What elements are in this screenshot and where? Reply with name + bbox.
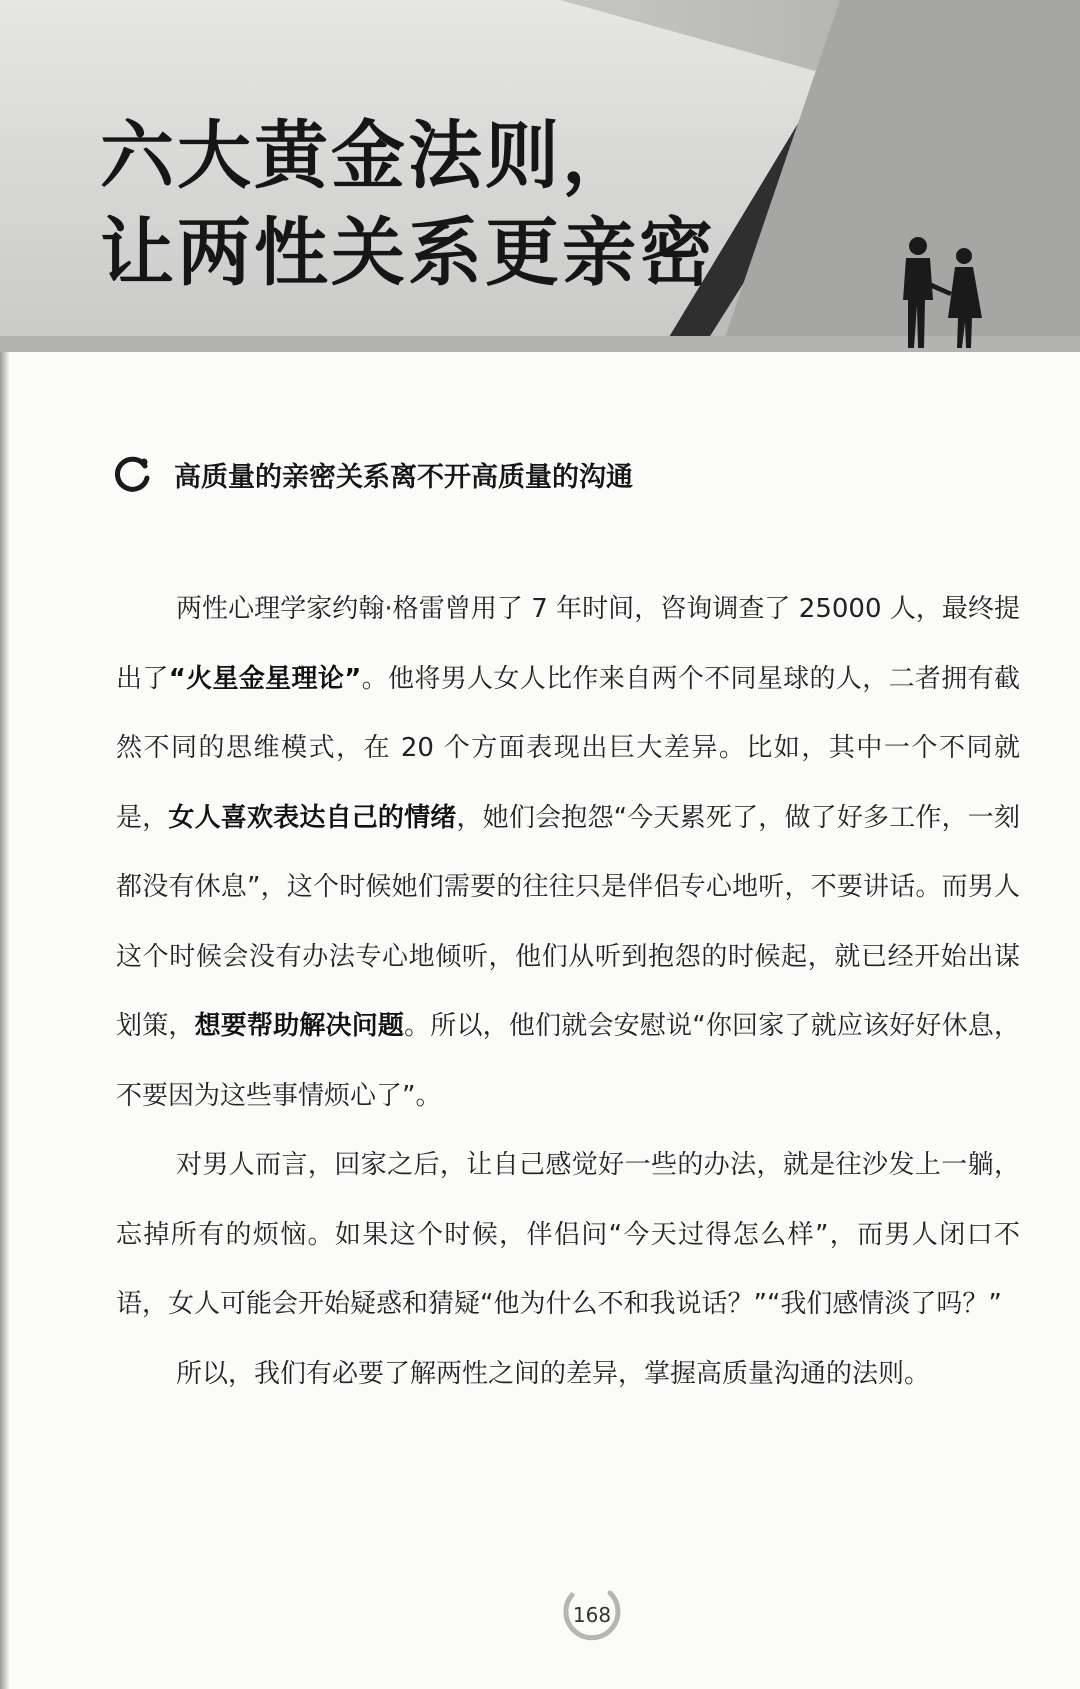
chapter-title-line-1: 六大黄金法则， xyxy=(100,113,639,199)
paragraph-2: 对男人而言，回家之后，让自己感觉好一些的办法，就是往沙发上一躺，忘掉所有的烦恼。如果这个时候，伴侣问“今天过得怎么样”，而男人闭口不语，女人可能会开始疑惑和猜疑“他为什么不和我说话？”“我们感情淡了吗？” xyxy=(116,1150,1020,1319)
body-text xyxy=(116,575,1020,1409)
emphasis-theory: “火星金星理论” xyxy=(168,663,362,694)
paragraph-1-text-b: 。他将男人女人比作来自两个不同星球的人，二者拥有截然不同的思维模式，在 20 个方面表现出巨大差异。比如，其中一个不同就是， xyxy=(116,663,1020,833)
section-title: 高质量的亲密关系离不开高质量的沟通 xyxy=(174,461,633,493)
paragraph-3: 所以，我们有必要了解两性之间的差异，掌握高质量沟通的法则。 xyxy=(176,1358,931,1389)
paragraph-1 xyxy=(116,575,1020,1131)
page-number-label: 168 xyxy=(572,1603,612,1627)
section-heading xyxy=(112,449,633,499)
chapter-title-line-2: 让两性关系更亲密 xyxy=(100,210,716,296)
chapter-header xyxy=(0,0,1080,352)
emphasis-women: 女人喜欢表达自己的情绪 xyxy=(168,802,457,833)
emphasis-men: 想要帮助解决问题 xyxy=(194,1011,405,1041)
paragraph-1-text-c: ，她们会抱怨“今天累死了，做了好多工作，一刻都没有休息”，这个时候她们需要的往往只是伴侣专心地听，不要讲话。而男人这个时候会没有办法专心地倾听，他们从听到抱怨的时候起，就已经开始出谋划策， xyxy=(116,802,1020,1041)
ring-icon xyxy=(112,454,152,494)
chapter-title xyxy=(100,108,716,302)
page-number xyxy=(558,1585,626,1645)
paragraph-1-text-a: 两性心理学家约翰·格雷曾用了 7 年时间，咨询调查了 25000 人，最终提出了 xyxy=(116,594,1020,694)
paragraph-1-text-d: 。所以，他们就会安慰说“你回家了就应该好好休息，不要因为这些事情烦心了”。 xyxy=(116,1011,1020,1111)
